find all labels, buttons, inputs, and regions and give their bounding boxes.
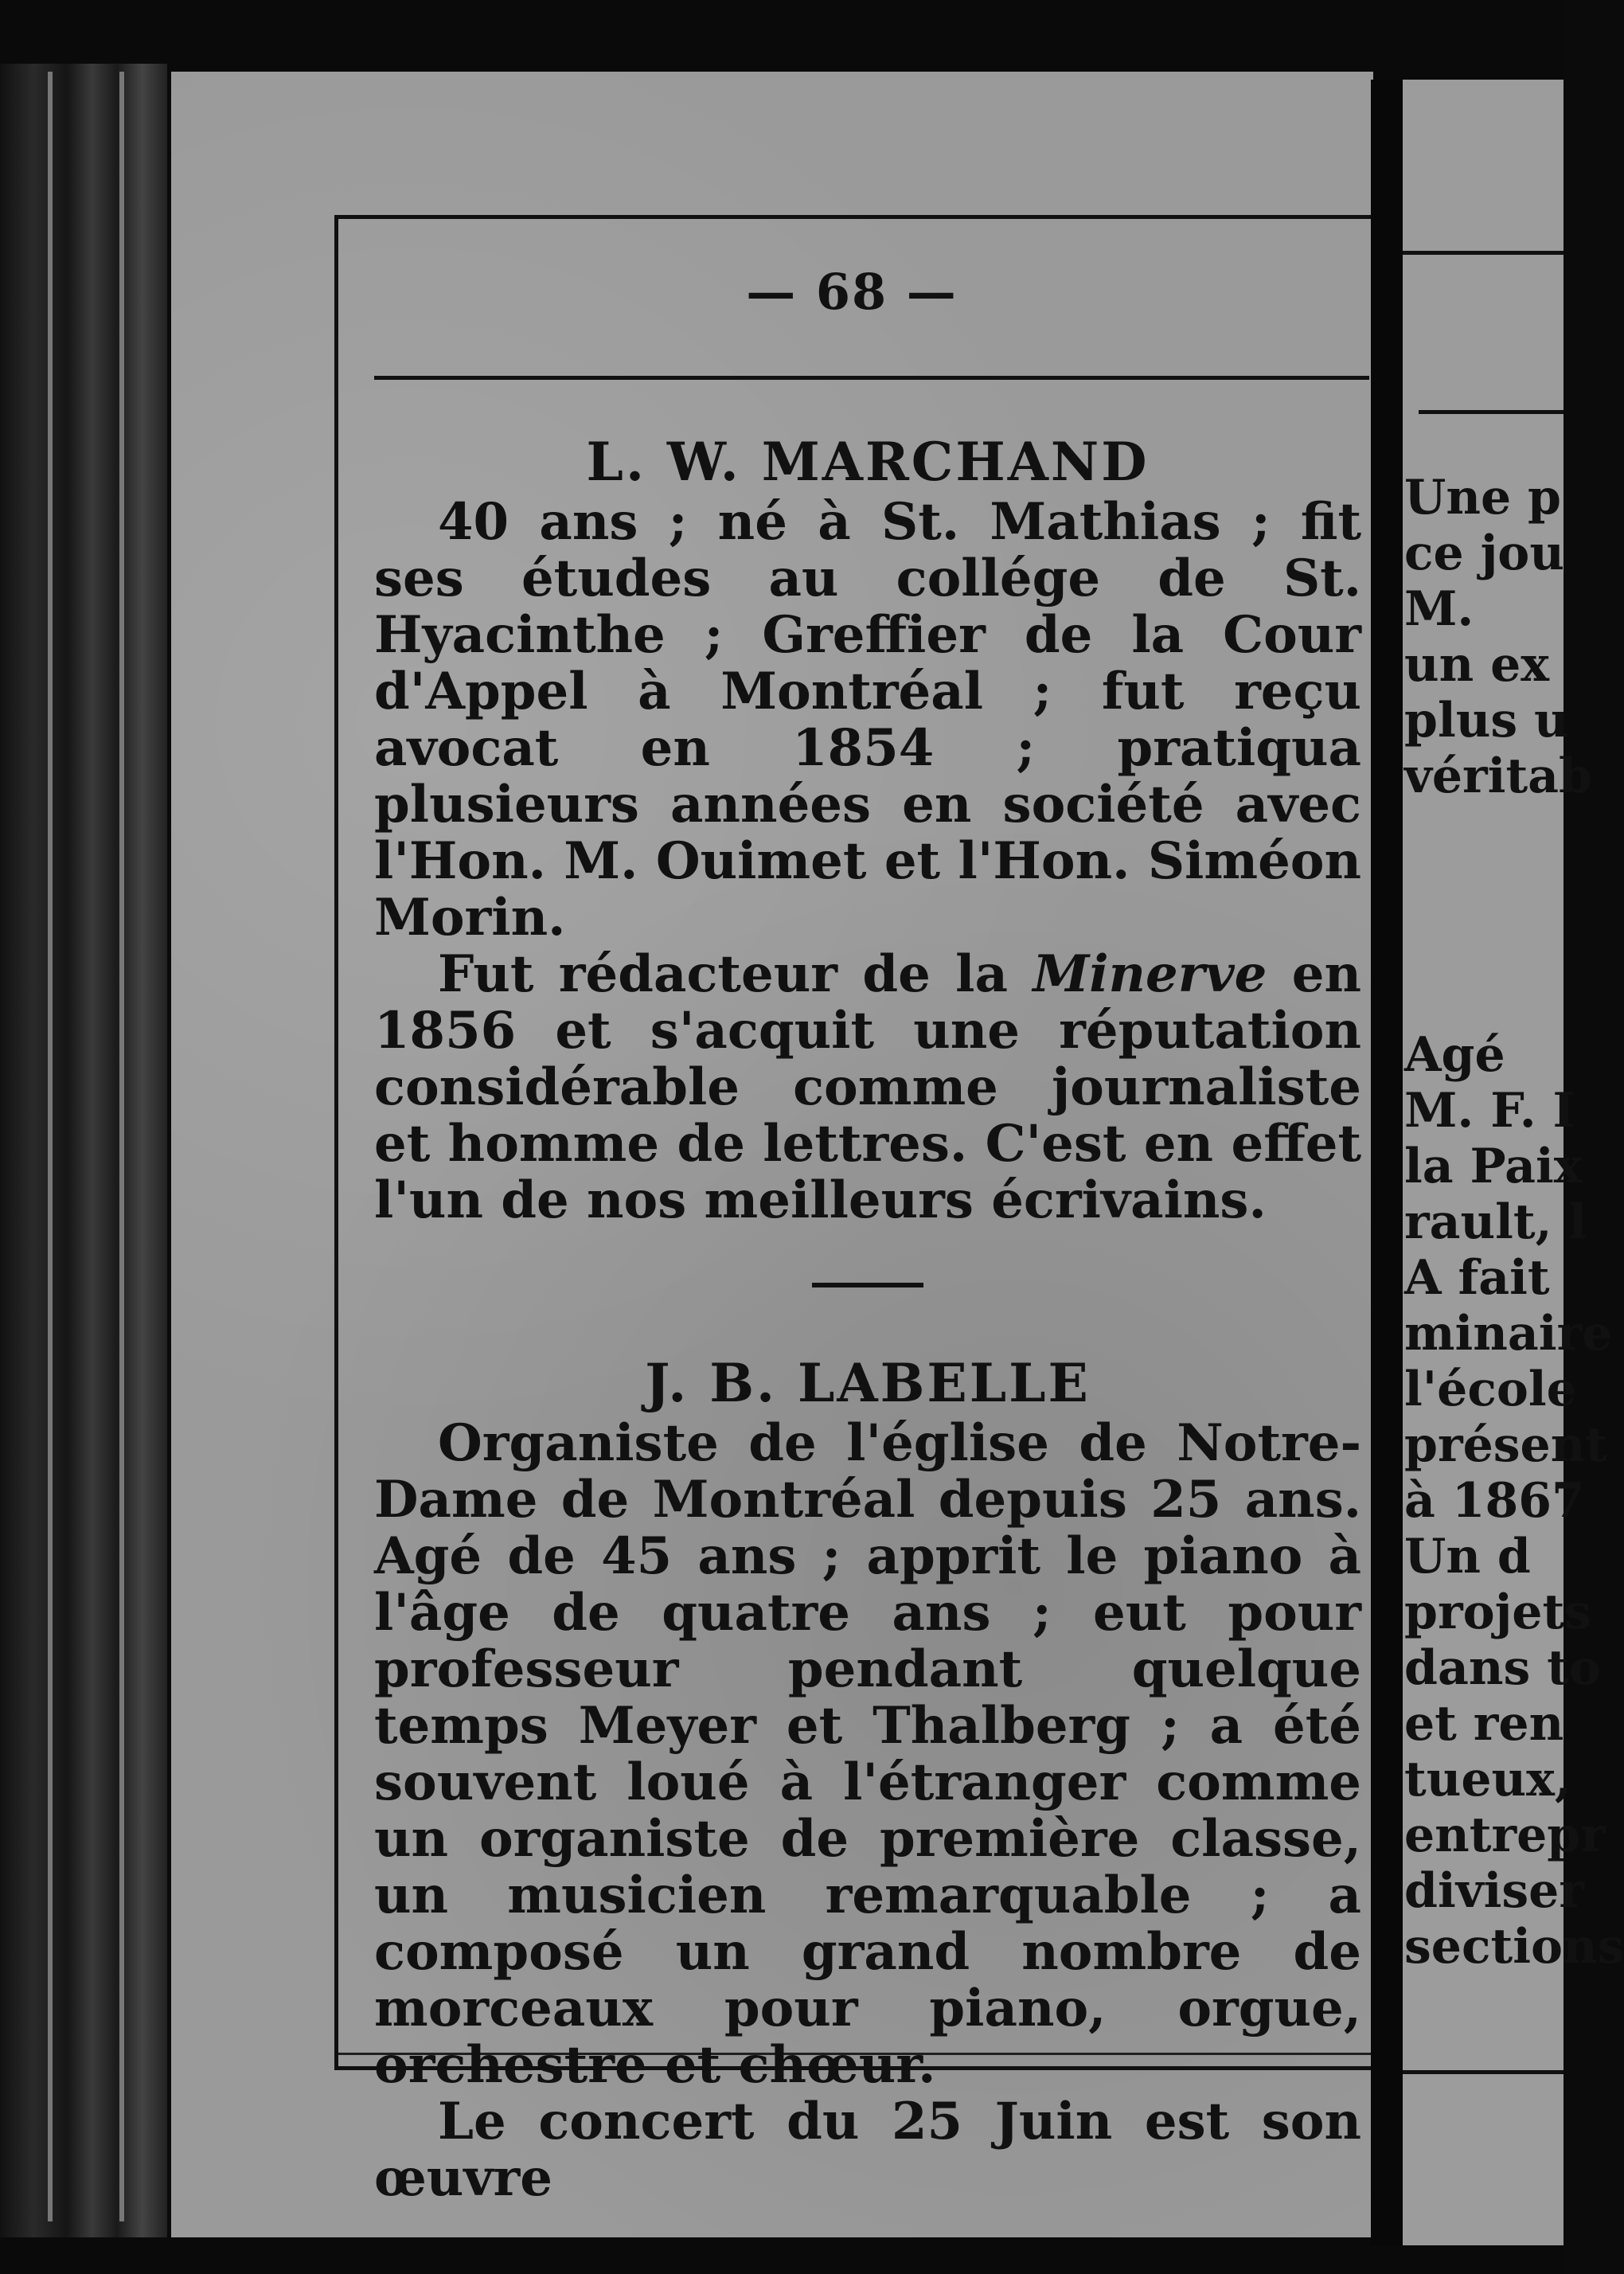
- right-line: A fait: [1404, 1250, 1550, 1306]
- right-line: minaire: [1404, 1306, 1613, 1362]
- right-page-frame-bottom: [1403, 2070, 1563, 2074]
- newspaper-title-minerve: Minerve: [1033, 944, 1267, 1004]
- right-line: sections: [1404, 1919, 1624, 1975]
- right-line: dans to: [1404, 1640, 1601, 1696]
- entry-paragraph: [374, 946, 1361, 1229]
- right-page-text-fragments: [1404, 470, 1624, 1975]
- entry-separator: [812, 1283, 923, 1287]
- right-line: diviser: [1404, 1863, 1584, 1919]
- right-line: et ren: [1404, 1696, 1564, 1752]
- right-line: la Paix: [1404, 1139, 1583, 1194]
- right-line: Agé: [1404, 1027, 1505, 1083]
- right-page-header-rule: [1419, 410, 1563, 414]
- entry-name-marchand: L. W. MARCHAND: [586, 431, 1150, 493]
- right-line: un ex: [1404, 637, 1550, 693]
- right-line: Un d: [1404, 1529, 1531, 1584]
- right-line: ce jou: [1404, 526, 1564, 581]
- right-line: Une p: [1404, 470, 1561, 526]
- right-line: projets: [1404, 1584, 1591, 1640]
- paragraph-text: en 1856 et s'acquit une réputation considérable comme journaliste et homme de lettres. C'est en effet l'un de nos meilleurs écrivains.: [374, 944, 1362, 1230]
- right-line: entrepr: [1404, 1807, 1606, 1863]
- page-gutter: [1371, 80, 1403, 2245]
- right-line: plus u: [1404, 693, 1569, 748]
- right-line: M.: [1404, 581, 1474, 637]
- binding-edge-line: [48, 72, 53, 2221]
- right-line: [1404, 804, 1611, 860]
- page-number: — 68 —: [746, 263, 958, 321]
- entry-paragraph: Organiste de l'église de Notre-Dame de Montréal depuis 25 ans. Agé de 45 ans ; apprit le piano à l'âge de quatre ans ; eut pour professeur pendant quelque temps Meyer et Thalberg ; a été souvent loué à l'étranger comme un organiste de première classe, un musicien remarquable ; a composé un grand nombre de morceaux pour piano, orgue, orchestre et chœur.: [374, 1413, 1361, 2095]
- right-line: [1404, 860, 1611, 916]
- right-line: tueux,: [1404, 1752, 1571, 1807]
- entry-name-labelle: J. B. LABELLE: [645, 1352, 1091, 1414]
- header-rule: [374, 376, 1369, 380]
- binding-edge-line: [119, 72, 124, 2221]
- entry-paragraph: 40 ans ; né à St. Mathias ; fit ses études au collége de St. Hyacinthe ; Greffier de la Cour d'Appel à Montréal ; fut reçu avocat en 1854 ; pratiqua plusieurs années en société avec l'Hon. M. Ouimet et l'Hon. Siméon Morin.: [374, 492, 1361, 947]
- text-column: [374, 430, 1361, 2206]
- right-line: présent: [1404, 1417, 1608, 1473]
- right-line: l'école: [1404, 1362, 1577, 1417]
- right-line: rault, l: [1404, 1194, 1587, 1250]
- right-line: véritab: [1404, 748, 1592, 804]
- entry-paragraph: Le concert du 25 Juin est son œuvre: [374, 2092, 1361, 2208]
- right-line: à 1867: [1404, 1473, 1585, 1529]
- paragraph-text: Fut rédacteur de la: [438, 944, 1008, 1004]
- right-line: [1404, 971, 1611, 1027]
- right-line: M. F. I: [1404, 1083, 1575, 1139]
- right-page-frame-top: [1403, 251, 1563, 255]
- binding-strip: [0, 64, 167, 2237]
- right-line: [1404, 916, 1611, 971]
